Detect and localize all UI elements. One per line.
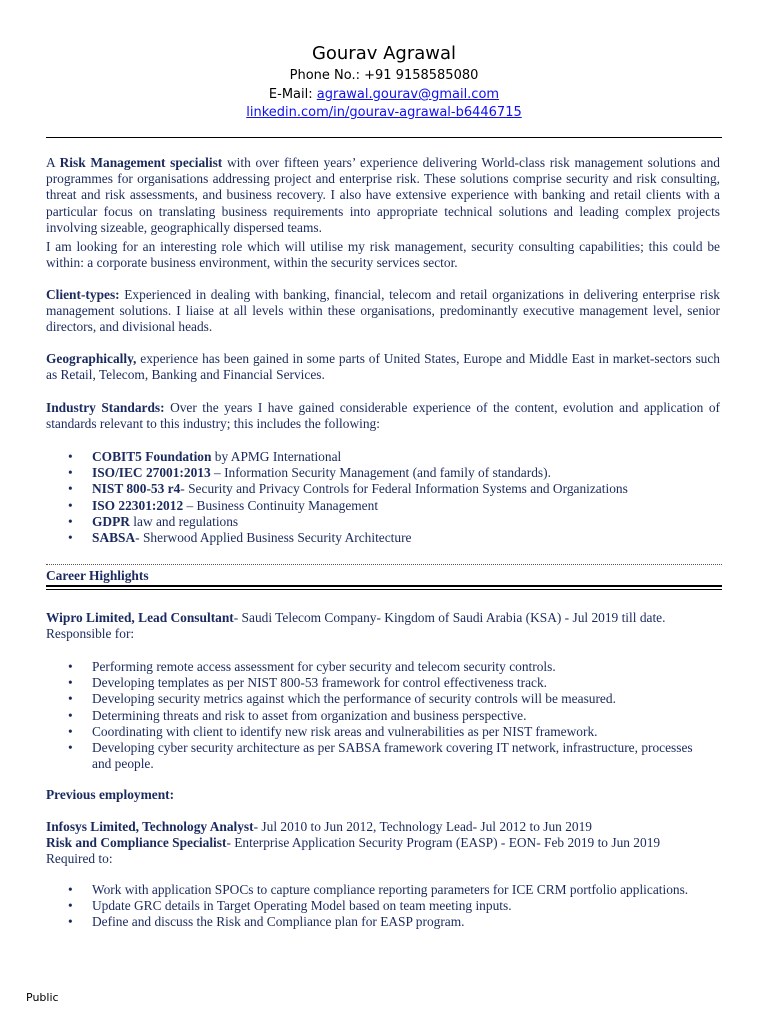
list-item <box>46 481 720 497</box>
standard-name: SABSA <box>92 530 136 546</box>
list-item <box>46 465 720 481</box>
wipro-title: Wipro Limited, Lead Consultant <box>46 610 234 625</box>
bullet-icon: • <box>68 659 73 674</box>
summary-text-2: I am looking for an interesting role which will utilise my risk management, security consulting capabilities; this could be within: a corporate business environment, within the security services sector. <box>46 239 720 271</box>
client-types-text: Experienced in dealing with banking, financial, telecom and retail organizations in delivering enterprise risk management solutions. I liaise at all levels within these organisations, predominantly executive management level, senior directors, and divisional heads. <box>46 287 720 335</box>
bullet-icon: • <box>68 497 73 513</box>
geography-paragraph <box>46 351 720 383</box>
summary-text: with over fifteen years’ experience delivering World-class risk management solutions and programmes for organisations addressing project and enterprise risk. These solutions comprise security and risk consulting, threat and risk assessments, and business recovery. I also have extensive experience with banking and retail clients with a particular focus on translating business requirements into appropriate technical solutions and leading complex projects involving sizeable, geographically dispersed teams. <box>46 155 721 235</box>
bullet-icon: • <box>68 481 73 497</box>
summary-lead: A <box>46 155 60 170</box>
candidate-name: Gourav Agrawal <box>311 43 457 64</box>
bullet-icon: • <box>68 513 73 529</box>
bullet-icon: • <box>68 882 73 897</box>
wipro-details: - Saudi Telecom Company- Kingdom of Saudi Arabia (KSA) - Jul 2019 till date. <box>233 610 666 625</box>
rcs-title: Risk and Compliance Specialist <box>46 835 227 851</box>
list-item <box>46 882 720 898</box>
geography-text: experience has been gained in some parts of United States, Europe and Middle East in market-sectors such as Retail, Telecom, Banking and Financial Services. <box>46 351 720 383</box>
bullet-icon: • <box>68 723 73 739</box>
duty-text: Coordinating with client to identify new risk areas and vulnerabilities as per NIST framework. <box>92 723 598 739</box>
client-types-label: Client-types: <box>46 287 120 302</box>
duty-text: Define and discuss the Risk and Compliance plan for EASP program. <box>92 914 465 930</box>
phone-line: Phone No.: +91 9158585080 <box>289 68 479 83</box>
list-item <box>46 498 720 514</box>
infosys-title: Infosys Limited, Technology Analyst <box>46 819 254 834</box>
standard-desc: by APMG International <box>211 449 342 464</box>
classification-label: Public <box>26 991 59 1004</box>
wipro-responsible-label: Responsible for: <box>46 626 135 642</box>
list-item <box>46 449 720 465</box>
email-label: E-Mail: <box>268 87 317 102</box>
email-link[interactable]: agrawal.gourav@gmail.com <box>316 87 500 102</box>
rcs-required-label: Required to: <box>46 851 113 867</box>
section-divider-top <box>46 564 722 565</box>
bullet-icon: • <box>68 530 73 546</box>
standards-label: Industry Standards: <box>46 400 165 415</box>
bullet-icon: • <box>68 449 73 464</box>
previous-employment-heading: Previous employment: <box>46 787 175 802</box>
client-types-paragraph <box>46 287 720 336</box>
list-item <box>46 740 720 772</box>
list-item <box>46 691 720 707</box>
duty-text: Performing remote access assessment for cyber security and telecom security controls. <box>92 659 556 674</box>
summary-bold: Risk Management specialist <box>59 155 223 170</box>
list-item <box>46 724 720 740</box>
wipro-role <box>46 610 720 642</box>
list-item <box>46 675 720 691</box>
linkedin-line <box>0 105 768 120</box>
rcs-details: - Enterprise Application Security Program (EASP) - EON- Feb 2019 to Jun 2019 <box>226 835 661 851</box>
section-divider-bottom <box>46 585 722 587</box>
geography-label: Geographically, <box>46 351 137 366</box>
standard-desc: - Sherwood Applied Business Security Architecture <box>135 530 412 546</box>
standard-desc: - Security and Privacy Controls for Federal Information Systems and Organizations <box>180 481 628 497</box>
email-line <box>0 87 768 102</box>
list-item <box>46 708 720 724</box>
list-item <box>46 530 720 546</box>
list-item <box>46 659 720 675</box>
rcs-duties-list <box>46 882 720 931</box>
bullet-icon: • <box>68 914 73 930</box>
duty-text: Developing cyber security architecture as per SABSA framework covering IT network, infrastructure, processes and people. <box>92 740 693 772</box>
bullet-icon: • <box>68 675 73 691</box>
standard-name: COBIT5 Foundation <box>92 449 212 464</box>
bullet-icon: • <box>68 898 73 914</box>
standards-paragraph <box>46 400 720 432</box>
standards-list <box>46 449 720 546</box>
standards-text: Over the years I have gained considerable experience of the content, evolution and application of standards relevant to this industry; this includes the following: <box>46 400 720 432</box>
standard-name: ISO/IEC 27001:2013 <box>92 465 211 481</box>
duty-text: Determining threats and risk to asset from organization and business perspective. <box>92 707 527 723</box>
list-item <box>46 514 720 530</box>
wipro-duties-list <box>46 659 720 772</box>
infosys-details: - Jul 2010 to Jun 2012, Technology Lead- Jul 2012 to Jun 2019 <box>253 819 593 834</box>
standard-name: ISO 22301:2012 <box>92 497 184 513</box>
section-divider-bottom-thin <box>46 589 722 590</box>
list-item <box>46 898 720 914</box>
bullet-icon: • <box>68 465 73 481</box>
duty-text: Developing security metrics against which the performance of security controls will be measured. <box>92 691 616 707</box>
standard-desc: law and regulations <box>129 513 239 529</box>
bullet-icon: • <box>68 691 73 707</box>
duty-text: Update GRC details in Target Operating Model based on team meeting inputs. <box>92 898 512 914</box>
duty-text: Developing templates as per NIST 800-53 framework for control effectiveness track. <box>92 675 548 691</box>
summary-paragraph-2 <box>46 239 720 271</box>
standard-name: NIST 800-53 r4 <box>92 481 181 497</box>
bullet-icon: • <box>68 740 73 756</box>
standard-desc: – Information Security Management (and family of standards). <box>210 465 551 481</box>
standard-name: GDPR <box>92 513 130 529</box>
infosys-role <box>46 819 720 868</box>
career-highlights-heading: Career Highlights <box>46 568 149 583</box>
list-item <box>46 914 720 930</box>
summary-paragraph-1 <box>46 155 720 236</box>
duty-text: Work with application SPOCs to capture compliance reporting parameters for ICE CRM portfolio applications. <box>92 882 689 897</box>
linkedin-link[interactable]: linkedin.com/in/gourav-agrawal-b6446715 <box>246 105 522 120</box>
standard-desc: – Business Continuity Management <box>183 497 379 513</box>
bullet-icon: • <box>68 707 73 723</box>
header-divider <box>46 137 722 138</box>
